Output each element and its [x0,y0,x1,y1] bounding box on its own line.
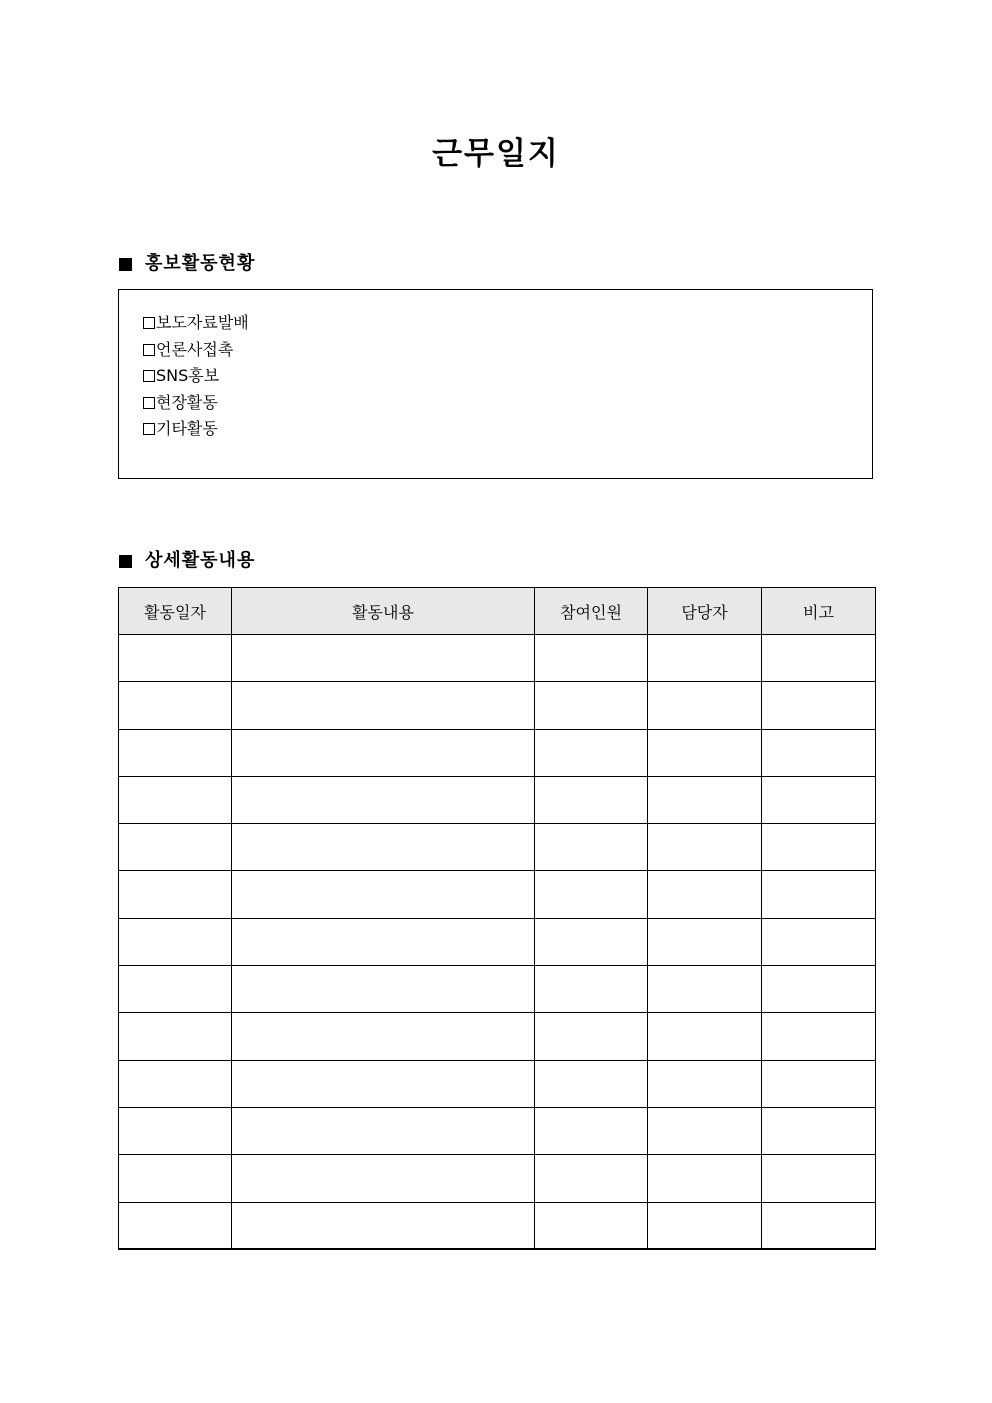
table-header-row [119,588,876,635]
pr-item-label: 기타활동 [156,419,218,438]
cell-remarks[interactable] [762,1202,876,1249]
cell-remarks[interactable] [762,682,876,729]
cell-participants[interactable] [535,1107,648,1154]
table-row [119,1060,876,1107]
cell-manager[interactable] [648,966,762,1013]
cell-remarks[interactable] [762,1155,876,1202]
cell-date[interactable] [119,729,232,776]
cell-participants[interactable] [535,776,648,823]
cell-remarks[interactable] [762,635,876,682]
detail-activity-table [118,587,876,1250]
cell-manager[interactable] [648,635,762,682]
cell-participants[interactable] [535,1202,648,1249]
pr-item-field-activity[interactable] [143,390,872,417]
pr-item-label: SNS홍보 [156,366,220,385]
cell-remarks[interactable] [762,1107,876,1154]
cell-participants[interactable] [535,729,648,776]
cell-participants[interactable] [535,1060,648,1107]
square-bullet-icon [119,555,132,568]
table-row [119,729,876,776]
cell-remarks[interactable] [762,1013,876,1060]
cell-content[interactable] [232,682,535,729]
pr-item-label: 언론사접촉 [156,339,234,359]
cell-participants[interactable] [535,918,648,965]
column-header-date: 활동일자 [119,588,232,635]
table-row [119,966,876,1013]
cell-remarks[interactable] [762,871,876,918]
cell-content[interactable] [232,776,535,823]
section-heading-label: 상세활동내용 [145,550,256,571]
cell-content[interactable] [232,1202,535,1249]
pr-item-label: 보도자료발배 [156,313,249,332]
cell-remarks[interactable] [762,824,876,871]
cell-manager[interactable] [648,824,762,871]
cell-date[interactable] [119,1013,232,1060]
cell-date[interactable] [119,871,232,918]
table-row [119,1013,876,1060]
section-heading-label: 홍보활동현황 [145,253,256,274]
pr-item-sns[interactable] [143,363,872,390]
cell-manager[interactable] [648,1060,762,1107]
pr-item-label: 현장활동 [156,392,218,412]
section-heading-detail-activity [119,548,255,574]
cell-participants[interactable] [535,682,648,729]
table-row [119,682,876,729]
cell-content[interactable] [232,824,535,871]
pr-item-other-activity[interactable] [143,416,872,443]
cell-remarks[interactable] [762,966,876,1013]
pr-item-press-release[interactable] [143,310,872,337]
cell-content[interactable] [232,1155,535,1202]
cell-date[interactable] [119,635,232,682]
cell-manager[interactable] [648,1013,762,1060]
cell-content[interactable] [232,635,535,682]
cell-content[interactable] [232,1107,535,1154]
cell-manager[interactable] [648,1155,762,1202]
table-row [119,1155,876,1202]
column-header-participants: 참여인원 [535,588,648,635]
square-bullet-icon [119,258,132,271]
table-row [119,1107,876,1154]
cell-manager[interactable] [648,776,762,823]
cell-date[interactable] [119,1107,232,1154]
cell-date[interactable] [119,1060,232,1107]
cell-manager[interactable] [648,682,762,729]
document-title: 근무일지 [432,136,560,172]
cell-manager[interactable] [648,918,762,965]
checkbox-icon[interactable] [143,397,155,409]
cell-manager[interactable] [648,1202,762,1249]
cell-manager[interactable] [648,729,762,776]
cell-remarks[interactable] [762,918,876,965]
table-row [119,871,876,918]
cell-remarks[interactable] [762,776,876,823]
cell-date[interactable] [119,918,232,965]
cell-date[interactable] [119,824,232,871]
table-row [119,635,876,682]
cell-remarks[interactable] [762,1060,876,1107]
cell-content[interactable] [232,966,535,1013]
checkbox-icon[interactable] [143,370,155,382]
cell-manager[interactable] [648,1107,762,1154]
table-row [119,918,876,965]
cell-date[interactable] [119,776,232,823]
cell-participants[interactable] [535,871,648,918]
table-row [119,776,876,823]
table-row [119,1202,876,1249]
cell-content[interactable] [232,1013,535,1060]
cell-participants[interactable] [535,966,648,1013]
checkbox-icon[interactable] [143,423,155,435]
cell-participants[interactable] [535,1155,648,1202]
table-row [119,824,876,871]
checkbox-icon[interactable] [143,317,155,329]
cell-date[interactable] [119,1155,232,1202]
cell-content[interactable] [232,729,535,776]
checkbox-icon[interactable] [143,344,155,356]
cell-manager[interactable] [648,871,762,918]
cell-participants[interactable] [535,824,648,871]
cell-date[interactable] [119,1202,232,1249]
column-header-content: 활동내용 [232,588,535,635]
cell-participants[interactable] [535,1013,648,1060]
column-header-manager: 담당자 [648,588,762,635]
column-header-remarks: 비고 [762,588,876,635]
cell-content[interactable] [232,918,535,965]
pr-activity-box [118,289,873,479]
cell-content[interactable] [232,871,535,918]
cell-content[interactable] [232,1060,535,1107]
pr-item-media-contact[interactable] [143,337,872,364]
cell-date[interactable] [119,682,232,729]
cell-date[interactable] [119,966,232,1013]
section-heading-pr-status [119,251,255,277]
cell-remarks[interactable] [762,729,876,776]
cell-participants[interactable] [535,635,648,682]
